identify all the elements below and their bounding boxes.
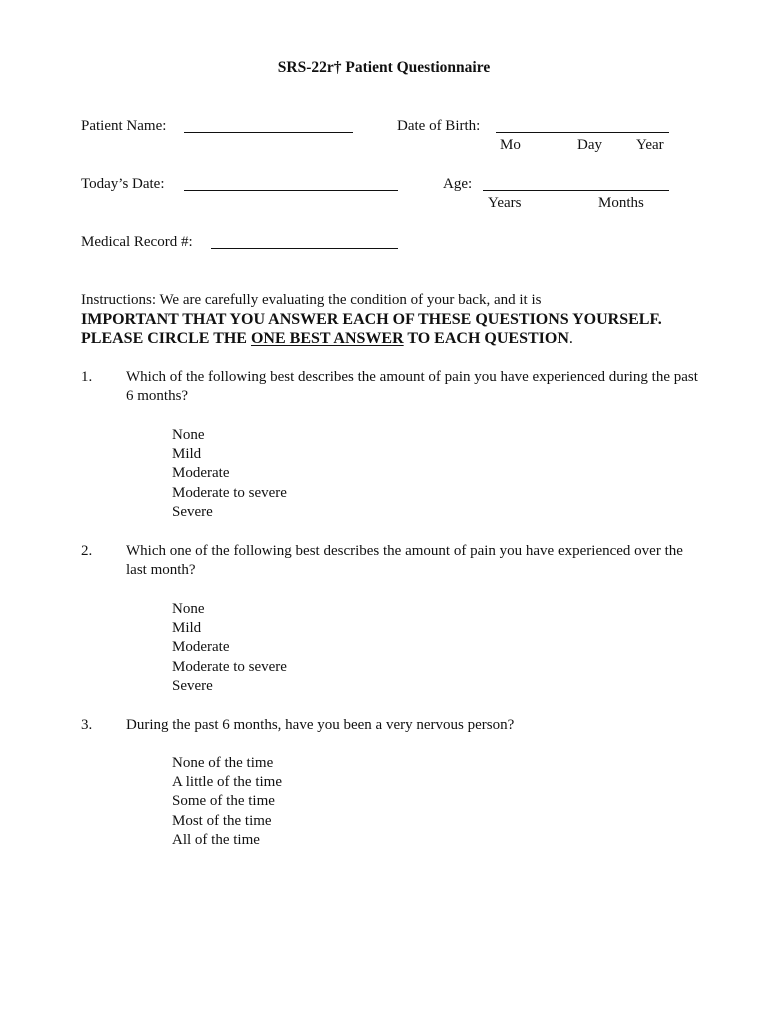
answer-option[interactable]: None (172, 427, 205, 443)
answer-option[interactable]: Most of the time (172, 813, 272, 829)
answer-option[interactable]: Severe (172, 678, 213, 694)
answer-option[interactable]: Some of the time (172, 793, 275, 809)
dob-label: Date of Birth: (397, 118, 481, 134)
instructions-one-best-answer: ONE BEST ANSWER (250, 330, 404, 347)
instructions-circle (81, 329, 573, 348)
question-number: 1. (81, 369, 93, 385)
question-text: Which one of the following best describes the amount of pain you have experienced over the last month? (126, 543, 683, 578)
instructions-period: . (568, 330, 573, 347)
patient-name-label: Patient Name: (81, 118, 167, 134)
answer-option[interactable]: All of the time (172, 832, 260, 848)
answer-option[interactable]: None of the time (172, 755, 274, 771)
todays-date-label: Today’s Date: (81, 176, 165, 192)
answer-option[interactable]: Moderate to severe (172, 485, 287, 501)
question-text: Which of the following best describes the amount of pain you have experienced during the past 6 months? (126, 369, 698, 404)
answer-option[interactable]: None (172, 601, 205, 617)
age-label: Age: (443, 176, 473, 192)
instructions-intro: Instructions: We are carefully evaluating the condition of your back, and it is (81, 292, 542, 308)
dob-day-label: Day (577, 137, 602, 153)
answer-option[interactable]: Moderate to severe (172, 659, 287, 675)
age-years-label: Years (488, 195, 522, 211)
answer-option[interactable]: Moderate (172, 639, 230, 655)
instructions-circle-post: TO EACH QUESTION (403, 330, 569, 347)
answer-option[interactable]: Severe (172, 504, 213, 520)
age-months-label: Months (598, 195, 644, 211)
age-field[interactable] (483, 190, 669, 191)
medical-record-field[interactable] (211, 248, 398, 249)
question-text: During the past 6 months, have you been a very nervous person? (126, 717, 515, 733)
todays-date-field[interactable] (184, 190, 398, 191)
instructions-circle-pre: PLEASE CIRCLE THE (81, 330, 251, 347)
answer-option[interactable]: A little of the time (172, 774, 282, 790)
patient-name-field[interactable] (184, 132, 353, 133)
question-number: 2. (81, 543, 93, 559)
question-number: 3. (81, 717, 93, 733)
answer-option[interactable]: Moderate (172, 465, 230, 481)
dob-mo-label: Mo (500, 137, 521, 153)
medical-record-label: Medical Record #: (81, 234, 193, 250)
answer-option[interactable]: Mild (172, 446, 202, 462)
dob-field[interactable] (496, 132, 669, 133)
page-title: SRS-22r† Patient Questionnaire (277, 59, 491, 76)
answer-option[interactable]: Mild (172, 620, 202, 636)
dob-year-label: Year (636, 137, 664, 153)
instructions-important: IMPORTANT THAT YOU ANSWER EACH OF THESE QUESTIONS YOURSELF. (81, 311, 662, 328)
